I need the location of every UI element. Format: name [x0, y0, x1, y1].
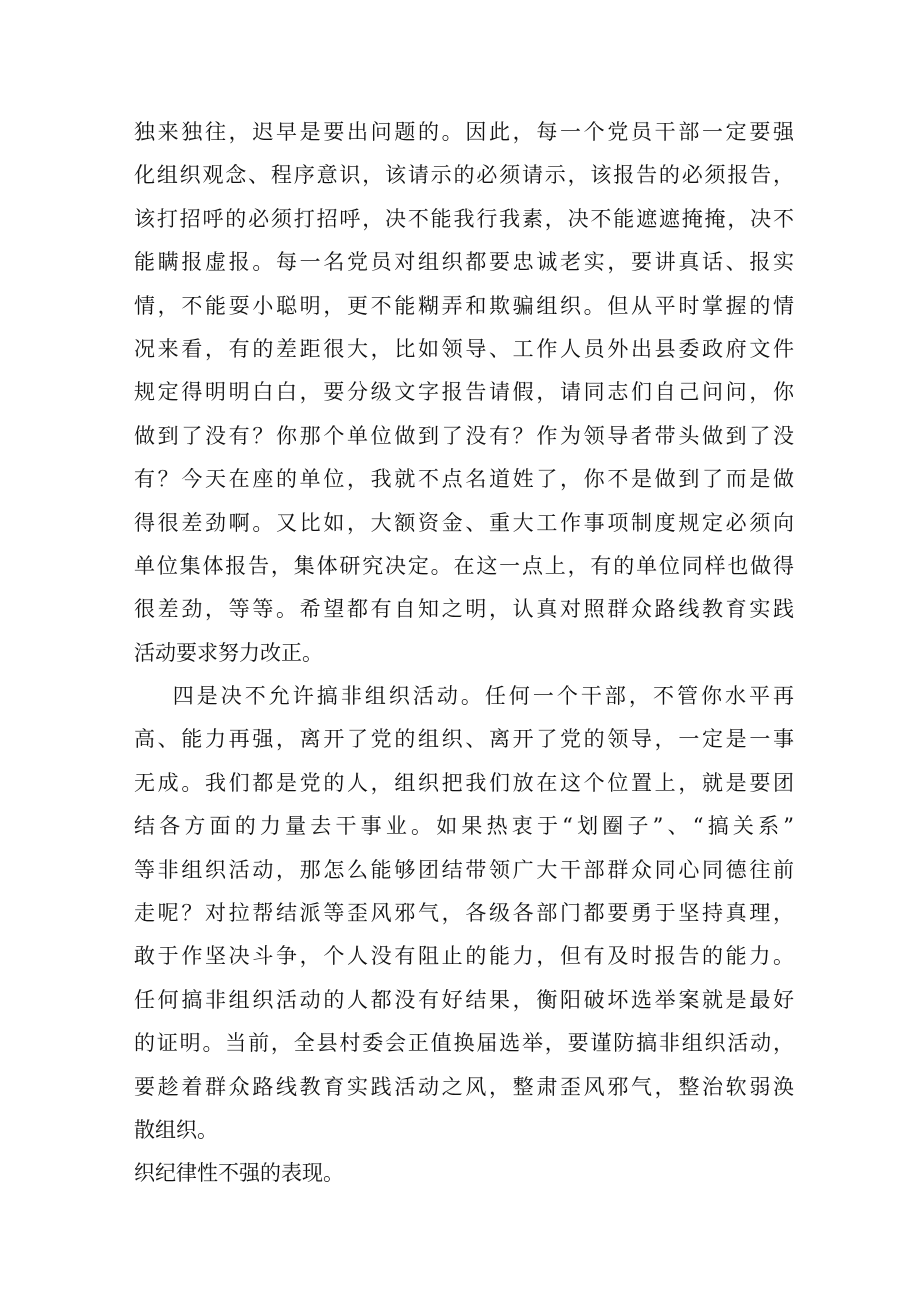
text-line: 活动要求努力改正。 [134, 640, 323, 665]
text-line: 很差劲，等等。希望都有自知之明，认真对照群众路线教育实践 [134, 597, 794, 622]
text-line: 高、能力再强，离开了党的组织、离开了党的领导，一定是一事 [134, 727, 794, 752]
document-body [134, 111, 794, 1196]
text-line: 等非组织活动，那怎么能够团结带领广大干部群众同心同德往前 [134, 857, 794, 882]
text-line: 规定得明明白白，要分级文字报告请假，请同志们自己问问，你 [134, 380, 794, 405]
text-line: 散组织。 [134, 1117, 218, 1142]
text-line: 得很差劲啊。又比如，大额资金、重大工作事项制度规定必须向 [134, 510, 794, 535]
text-line: 能瞒报虚报。每一名党员对组织都要忠诚老实，要讲真话、报实 [134, 250, 794, 275]
text-line: 情，不能耍小聪明，更不能糊弄和欺骗组织。但从平时掌握的情 [134, 293, 794, 318]
text-line: 做到了没有？你那个单位做到了没有？作为领导者带头做到了没 [134, 423, 794, 448]
text-line: 要趁着群众路线教育实践活动之风，整肃歪风邪气，整治软弱涣 [134, 1074, 794, 1099]
text-line: 该打招呼的必须打招呼，决不能我行我素，决不能遮遮掩掩，决不 [134, 206, 794, 231]
text-line: 独来独往，迟早是要出问题的。因此，每一个党员干部一定要强 [134, 120, 794, 144]
text-line: 无成。我们都是党的人，组织把我们放在这个位置上，就是要团 [134, 770, 794, 795]
text-line: 有？今天在座的单位，我就不点名道姓了，你不是做到了而是做 [134, 467, 794, 492]
text-line: 单位集体报告，集体研究决定。在这一点上，有的单位同样也做得 [134, 553, 794, 578]
text-line: 结各方面的力量去干事业。如果热衷于“划圈子”、“搞关系” [134, 814, 794, 839]
text-line: 走呢？对拉帮结派等歪风邪气，各级各部门都要勇于坚持真理， [134, 901, 794, 926]
text-line: 四是决不允许搞非组织活动。任何一个干部，不管你水平再 [134, 684, 794, 709]
text-line: 况来看，有的差距很大，比如领导、工作人员外出县委政府文件 [134, 336, 794, 361]
text-line: 敢于作坚决斗争，个人没有阻止的能力，但有及时报告的能力。 [134, 944, 794, 969]
text-line: 的证明。当前，全县村委会正值换届选举，要谨防搞非组织活动， [134, 1031, 794, 1056]
text-line: 任何搞非组织活动的人都没有好结果，衡阳破坏选举案就是最好 [134, 987, 794, 1012]
text-line: 化组织观念、程序意识，该请示的必须请示，该报告的必须报告， [134, 163, 794, 188]
text-line: 织纪律性不强的表现。 [134, 1161, 344, 1186]
